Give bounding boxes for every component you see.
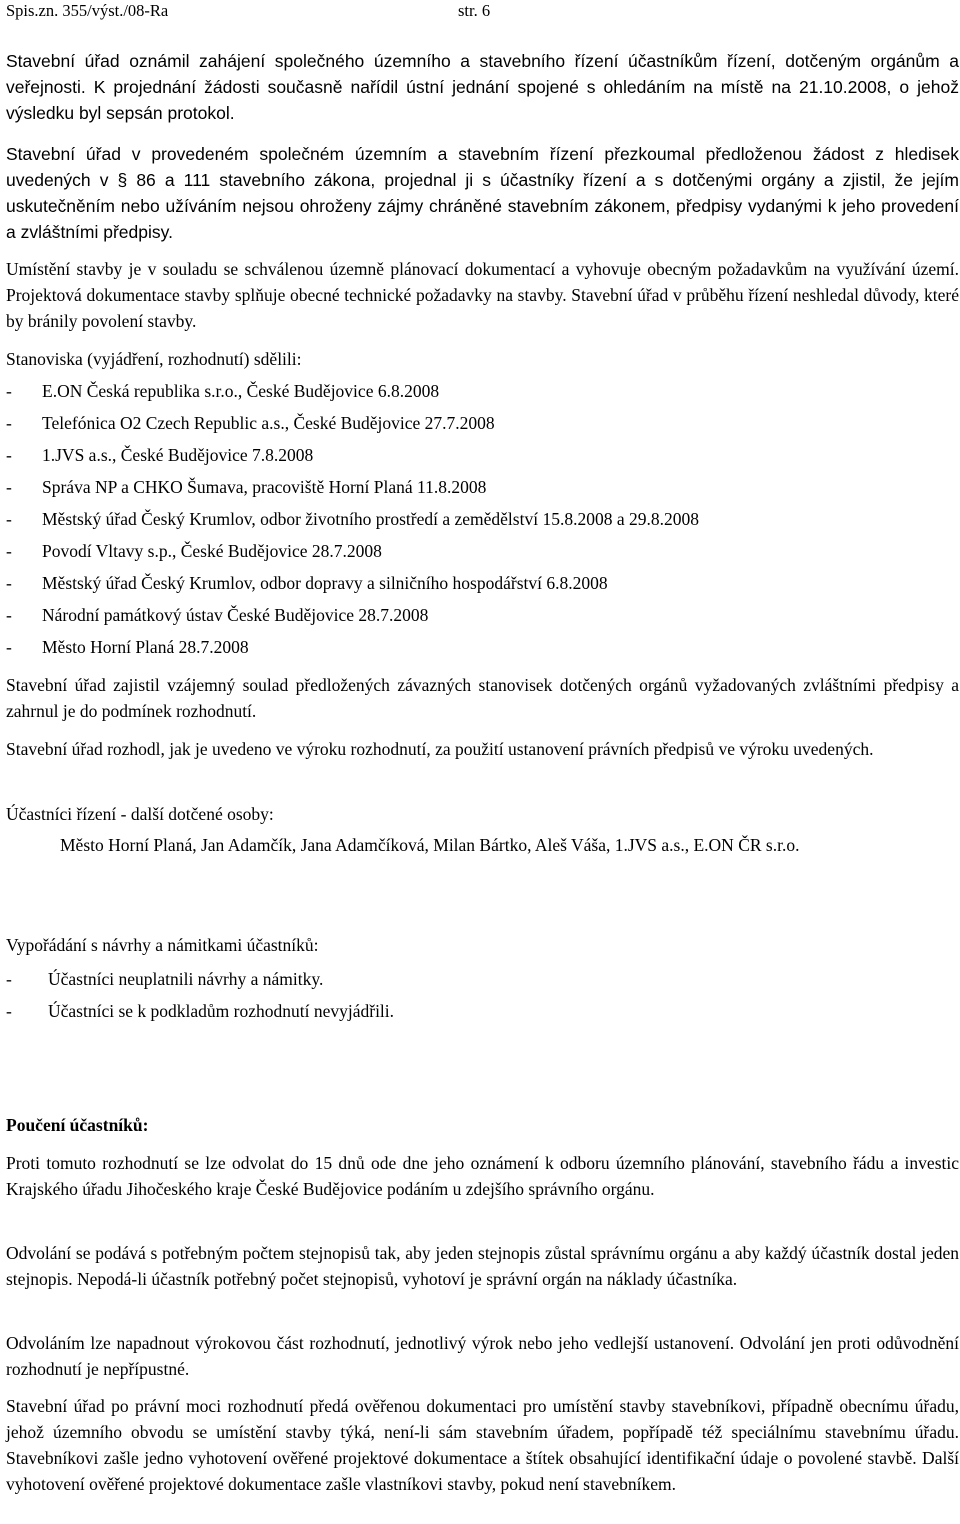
paragraph-harmony: Stavební úřad zajistil vzájemný soulad předložených závazných stanovisek dotčených orgánů vyžadovaných zvláštními předpisy a zahrnul je do podmínek rozhodnutí. <box>6 675 959 721</box>
stanoviska-intro: Stanoviska (vyjádření, rozhodnutí) sdělili: <box>6 349 302 369</box>
paragraph-placement: Umístění stavby je v souladu se schválenou územně plánovací dokumentací a vyhovuje obecným požadavkům na využívání území. Projektová dokumentace stavby splňuje obecné technické požadavky na stavby. Stavební úřad v průběhu řízení neshledal důvody, které by bránily povolení stavby. <box>6 259 959 331</box>
document-page: Spis.zn. 355/výst./08-Ra str. 6 Stavební úřad oznámil zahájení společného územního a stavebního řízení účastníkům řízení, dotčeným orgánům a veřejnosti. K projednání žádosti současně nařídil ústní jednání spojené s ohledáním na místě na 21.10.2008, o jehož výsledku byl sepsán protokol. Stavební úřad v provedeném společném územním a stavebním řízení přezkoumal předloženou žádost z hledisek uvedených v § 86 a 111 stavebního zákona, projednal ji s účastníky řízení a s dotčenými orgány a zjistil, že jejím uskutečněním nebo užíváním nejsou ohroženy zájmy chráněné stavebním zákonem, předpisy vydanými k jeho provedení a zvláštními předpisy. Umístění stavby je v souladu se schválenou územně plánovací dokumentací a vyhovuje obecným požadavkům na využívání území. Projektová dokumentace stavby splňuje obecné technické požadavky na stavby. Stavební úřad v průběhu řízení neshledal důvody, které by bránily povolení stavby. Stanoviska (vyjádření, rozhodnutí) sdělili: - E.ON Česká republika s.r.o., České Budějovice 6.8.2008 - Telefónica O2 Czech Republic a.s., České Budějovice 27.7.2008 - 1.JVS a.s., České Budějovice 7.8.2008 - Správa NP a CHKO Šumava, pracoviště Horní Planá 11.8.2008 - Městský úřad Český Krumlov, odbor životního prostředí a zemědělství 15.8.2008 a 29.8.2008 - Povodí Vltavy s.p., České Budějovice 28.7.2008 - Městský úřad Český Krumlov, odbor dopravy a silničního hospodářství 6.8.2008 - Národní památkový ústav České Budějovice 28.7.2008 - Město Horní Planá 28.7.2008 Stavební úřad zajistil vzájemný soulad předložených závazných stanovisek dotčených orgánů vyžadovaných zvláštními předpisy a zahrnul je do podmínek rozhodnutí. Stavební úřad rozhodl, jak je uvedeno ve výroku rozhodnutí, za použití ustanovení právních předpisů ve výroku uvedených. Účastníci řízení - další dotčené osoby: Město Horní Planá, Jan Adamčík, Jana Adamčíková, Milan Bártko, Aleš Váša, 1.JVS a.s., E.ON ČR s.r.o. Vypořádání s návrhy a námitkami účastníků: - Účastníci neuplatnili návrhy a námitky. - Účastníci se k podkladům rozhodnutí nevyjádřili. Poučení účastníků: Proti tomuto rozhodnutí se lze odvolat do 15 dnů ode dne jeho oznámení k odboru územního plánování, stavebního řádu a investic Krajského úřadu Jihočeského kraje České Budějovice podáním u zdejšího správního orgánu. Odvolání se podává s potřebným počtem stejnopisů tak, aby jeden stejnopis zůstal správnímu orgánu a aby každý účastník dostal jeden stejnopis. Nepodá-li účastník potřebný počet stejnopisů, vyhotoví je správní orgán na náklady účastníka. Odvoláním lze napadnout výrokovou část rozhodnutí, jednotlivý výrok nebo jeho vedlejší ustanovení. Odvolání jen proti odůvodnění rozhodnutí je nepřípustné. Stavební úřad po právní moci rozhodnutí předá ověřenou dokumentaci pro umístění stavby stavebníkovi, případně obecnímu úřadu, jehož územního obvodu se umístění stavby týká, není-li sám stavebním úřadem, popřípadě též speciálnímu stavebnímu úřadu. Stavebníkovi zašle jedno vyhotovení ověřené projektové dokumentace a štítek obsahující identifikační údaje o povolené stavbě. Další vyhotovení ověřené projektové dokumentace zašle vlastníkovi stavby, pokud není stavebníkem. <box>0 0 960 1524</box>
vyporadani-intro: Vypořádání s návrhy a námitkami účastníků: <box>6 935 319 955</box>
paragraph-appeal: Proti tomuto rozhodnutí se lze odvolat do 15 dnů ode dne jeho oznámení k odboru územního plánování, stavebního řádu a investic Krajského úřadu Jihočeského kraje České Budějovice podáním u zdejšího správního orgánu. <box>6 1153 959 1199</box>
ucastnici-intro: Účastníci řízení - další dotčené osoby: <box>6 804 274 824</box>
paragraph-announcement: Stavební úřad oznámil zahájení společného územního a stavebního řízení účastníkům řízení, dotčeným orgánům a veřejnosti. K projednání žádosti současně nařídil ústní jednání spojené s ohledáním na místě na 21.10.2008, o jehož výsledku byl sepsán protokol. <box>6 51 959 123</box>
ucastnici-list: Město Horní Planá, Jan Adamčík, Jana Adamčíková, Milan Bártko, Aleš Váša, 1.JVS a.s., E.ON ČR s.r.o. <box>60 835 800 855</box>
pouceni-heading: Poučení účastníků: <box>6 1115 149 1135</box>
paragraph-copies: Odvolání se podává s potřebným počtem stejnopisů tak, aby jeden stejnopis zůstal správnímu orgánu a aby každý účastník dostal jeden stejnopis. Nepodá-li účastník potřebný počet stejnopisů, vyhotoví je správní orgán na náklady účastníka. <box>6 1243 959 1289</box>
paragraph-decision: Stavební úřad rozhodl, jak je uvedeno ve výroku rozhodnutí, za použití ustanovení právních předpisů ve výroku uvedených. <box>6 739 874 759</box>
paragraph-documentation: Stavební úřad po právní moci rozhodnutí předá ověřenou dokumentaci pro umístění stavby stavebníkovi, případně obecnímu úřadu, jehož územního obvodu se umístění stavby týká, není-li sám stavebním úřadem, popřípadě též speciálnímu stavebnímu úřadu. Stavebníkovi zašle jedno vyhotovení ověřené projektové dokumentace a štítek obsahující identifikační údaje o povolené stavbě. Další vyhotovení ověřené projektové dokumentace zašle vlastníkovi stavby, pokud není stavebníkem. <box>6 1396 959 1494</box>
reference-number: Spis.zn. 355/výst./08-Ra <box>6 1 169 20</box>
page-number: str. 6 <box>458 1 491 20</box>
paragraph-appeal-scope: Odvoláním lze napadnout výrokovou část rozhodnutí, jednotlivý výrok nebo jeho vedlejší ustanovení. Odvolání jen proti odůvodnění rozhodnutí je nepřípustné. <box>6 1333 959 1379</box>
paragraph-review: Stavební úřad v provedeném společném územním a stavebním řízení přezkoumal předloženou žádost z hledisek uvedených v § 86 a 111 stavebního zákona, projednal ji s účastníky řízení a s dotčenými orgány a zjistil, že jejím uskutečněním nebo užíváním nejsou ohroženy zájmy chráněné stavebním zákonem, předpisy vydanými k jeho provedení a zvláštními předpisy. <box>6 144 959 242</box>
